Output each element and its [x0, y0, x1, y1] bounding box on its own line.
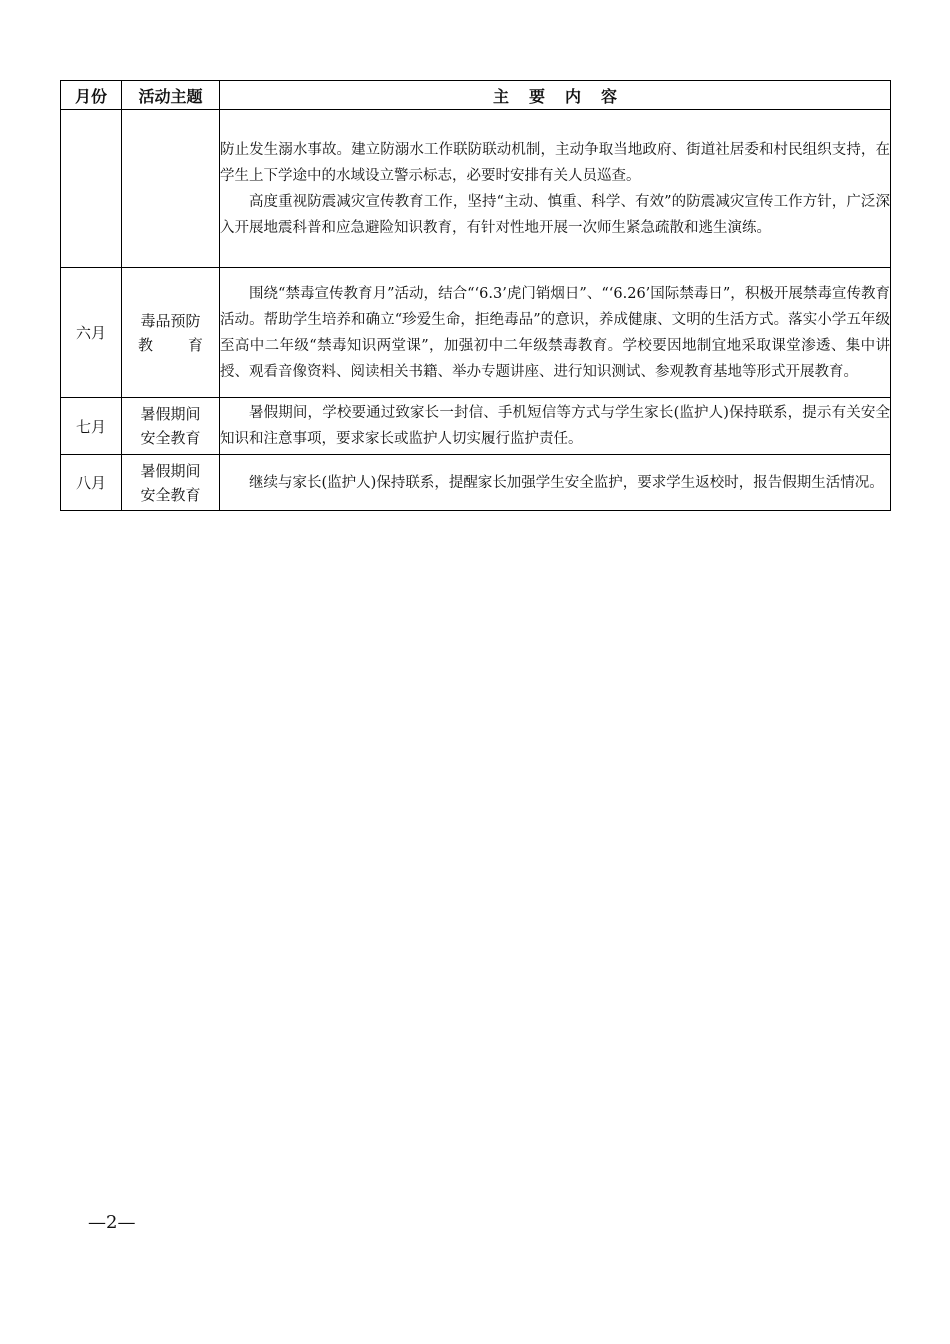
row-theme [122, 398, 220, 455]
row-month: 七月 [61, 398, 122, 455]
content-paragraph: 防止发生溺水事故。建立防溺水工作联防联动机制，主动争取当地政府、街道社居委和村民组织支持，在学生上下学途中的水域设立警示标志，必要时安排有关人员巡查。 [220, 141, 890, 184]
content-paragraph: 高度重视防震减灾宣传教育工作，坚持“主动、慎重、科学、有效”的防震减灾宣传工作方针，广泛深入开展地震科普和应急避险知识教育，有针对性地开展一次师生紧急疏散和逃生演练。 [220, 193, 890, 236]
row-theme-line: 安全教育 [140, 485, 201, 504]
row-month: 六月 [61, 268, 122, 398]
row-content [220, 110, 891, 268]
content-paragraph: 暑假期间，学校要通过致家长一封信、手机短信等方式与学生家长(监护人)保持联系，提示有关安全知识和注意事项，要求家长或监护人切实履行监护责任。 [220, 405, 890, 447]
row-theme [122, 268, 220, 398]
row-content [220, 398, 891, 455]
header-content-label: 主要内容 [492, 86, 637, 106]
page-number: —2— [88, 1212, 136, 1233]
row-month [61, 110, 122, 268]
header-month: 月份 [61, 81, 122, 110]
table-row [61, 268, 891, 398]
header-content [220, 81, 891, 110]
table-row [61, 110, 891, 268]
row-theme-line: 暑假期间 [140, 405, 201, 423]
activity-plan-table [60, 80, 891, 511]
row-theme [122, 110, 220, 268]
table-header-row [61, 81, 891, 110]
content-paragraph: 围绕“禁毒宣传教育月”活动，结合“‘6.3’虎门销烟日”、“‘6.26’国际禁毒日”，积极开展禁毒宣传教育活动。帮助学生培养和确立“珍爱生命，拒绝毒品”的意识，养成健康、文明的生活方式。落实小学五年级至高中二年级“禁毒知识两堂课”，加强初中二年级禁毒教育。学校要因地制宜地采取课堂渗透、集中讲授、观看音像资料、阅读相关书籍、举办专题讲座、进行知识测试、参观教育基地等形式开展教育。 [220, 285, 890, 380]
row-theme-line: 毒品预防 [140, 311, 201, 330]
row-content [220, 268, 891, 398]
row-theme [122, 455, 220, 511]
table-row [61, 455, 891, 511]
header-theme: 活动主题 [122, 81, 220, 110]
row-theme-line: 安全教育 [140, 429, 201, 447]
table-row [61, 398, 891, 455]
content-paragraph: 继续与家长(监护人)保持联系，提醒家长加强学生安全监护，要求学生返校时，报告假期生活情况。 [249, 474, 884, 491]
row-month: 八月 [61, 455, 122, 511]
row-theme-line: 教育 [138, 335, 203, 354]
row-theme-line: 暑假期间 [140, 461, 201, 480]
row-content [220, 455, 891, 511]
